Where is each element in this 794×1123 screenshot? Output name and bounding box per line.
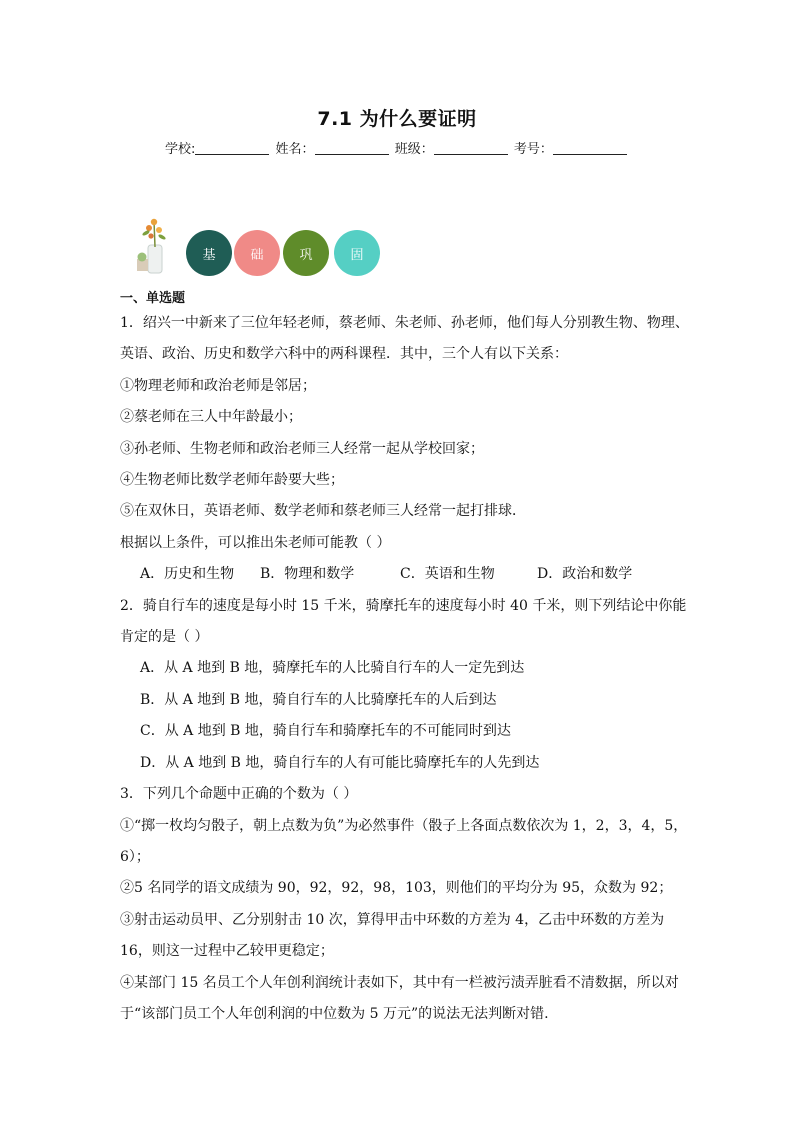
question-1 bbox=[120, 308, 695, 591]
badge-chu: 础 bbox=[234, 230, 280, 276]
question-line: ①物理老师和政治老师是邻居； bbox=[120, 377, 316, 394]
question-line: ②5 名同学的语文成绩为 90，92，92，98，103，则他们的平均分为 95，众数为 92； bbox=[120, 880, 673, 897]
student-info-row bbox=[165, 138, 629, 157]
question-line: 3．下列几个命题中正确的个数为（ ） bbox=[120, 786, 358, 803]
badge-gong: 巩 bbox=[283, 230, 329, 276]
option-a[interactable]: A．从 A 地到 B 地，骑摩托车的人比骑自行车的人一定先到达 bbox=[140, 660, 525, 677]
question-2 bbox=[120, 591, 695, 779]
question-line: 肯定的是（ ） bbox=[120, 629, 209, 646]
question-line: ①“掷一枚均匀骰子，朝上点数为负”为必然事件（骰子上各面点数依次为 1，2，3，4，5， bbox=[120, 817, 688, 834]
name-label: 姓名： bbox=[275, 142, 315, 157]
class-label: 班级： bbox=[394, 142, 434, 157]
question-3 bbox=[120, 779, 695, 1030]
exam-number-field bbox=[514, 138, 627, 157]
question-line: 根据以上条件，可以推出朱老师可能教（ ） bbox=[120, 534, 391, 551]
question-line: 16，则这一过程中乙较甲更稳定； bbox=[120, 943, 334, 960]
exam-number-label: 考号： bbox=[513, 142, 553, 157]
question-line: ③孙老师、生物老师和政治老师三人经常一起从学校回家； bbox=[120, 440, 484, 457]
question-line: 2．骑自行车的速度是每小时 15 千米，骑摩托车的速度每小时 40 千米，则下列结论中你能 bbox=[120, 597, 687, 614]
section-title: 一、单选题 bbox=[120, 291, 186, 306]
class-blank[interactable] bbox=[434, 142, 508, 155]
badge-ji: 基 bbox=[186, 230, 232, 276]
question-line: ⑤在双休日，英语老师、数学老师和蔡老师三人经常一起打排球． bbox=[120, 503, 526, 520]
exam-number-blank[interactable] bbox=[553, 142, 627, 155]
question-line: 英语、政治、历史和数学六科中的两科课程．其中，三个人有以下关系： bbox=[120, 346, 568, 363]
class-field bbox=[395, 138, 508, 157]
potted-plant-icon bbox=[134, 215, 176, 275]
option-c[interactable]: C．英语和生物 bbox=[400, 566, 495, 583]
question-line: ④某部门 15 名员工个人年创利润统计表如下，其中有一栏被污渍弄脏看不清数据，所以对 bbox=[120, 974, 679, 991]
question-line: ④生物老师比数学老师年龄要大些； bbox=[120, 472, 344, 489]
question-line: ③射击运动员甲、乙分别射击 10 次，算得甲击中环数的方差为 4，乙击中环数的方差为 bbox=[120, 911, 665, 928]
badge-gu: 固 bbox=[334, 230, 380, 276]
question-line: 于“该部门员工个人年创利润的中位数为 5 万元”的说法无法判断对错. bbox=[120, 1005, 549, 1022]
option-c[interactable]: C．从 A 地到 B 地，骑自行车和骑摩托车的不可能同时到达 bbox=[140, 723, 511, 740]
question-line: 1．绍兴一中新来了三位年轻老师，蔡老师、朱老师、孙老师，他们每人分别教生物、物理、 bbox=[120, 315, 689, 331]
school-label: 学校: bbox=[165, 142, 196, 157]
option-b[interactable]: B．从 A 地到 B 地，骑自行车的人比骑摩托车的人后到达 bbox=[140, 691, 497, 708]
question-list bbox=[120, 308, 695, 1030]
option-a[interactable]: A．历史和生物 bbox=[140, 566, 235, 583]
option-d[interactable]: D．从 A 地到 B 地，骑自行车的人有可能比骑摩托车的人先到达 bbox=[140, 754, 540, 771]
question-line: 6）； bbox=[120, 848, 150, 865]
question-line: ②蔡老师在三人中年龄最小； bbox=[120, 409, 302, 426]
name-blank[interactable] bbox=[315, 142, 389, 155]
section-banner bbox=[134, 215, 394, 275]
name-field bbox=[276, 138, 389, 157]
school-field bbox=[165, 138, 269, 157]
option-b[interactable]: B．物理和数学 bbox=[260, 566, 355, 583]
school-blank[interactable] bbox=[195, 142, 269, 155]
page-title: 7.1 为什么要证明 bbox=[317, 108, 477, 130]
options-row bbox=[120, 559, 695, 590]
option-d[interactable]: D．政治和数学 bbox=[537, 566, 633, 583]
